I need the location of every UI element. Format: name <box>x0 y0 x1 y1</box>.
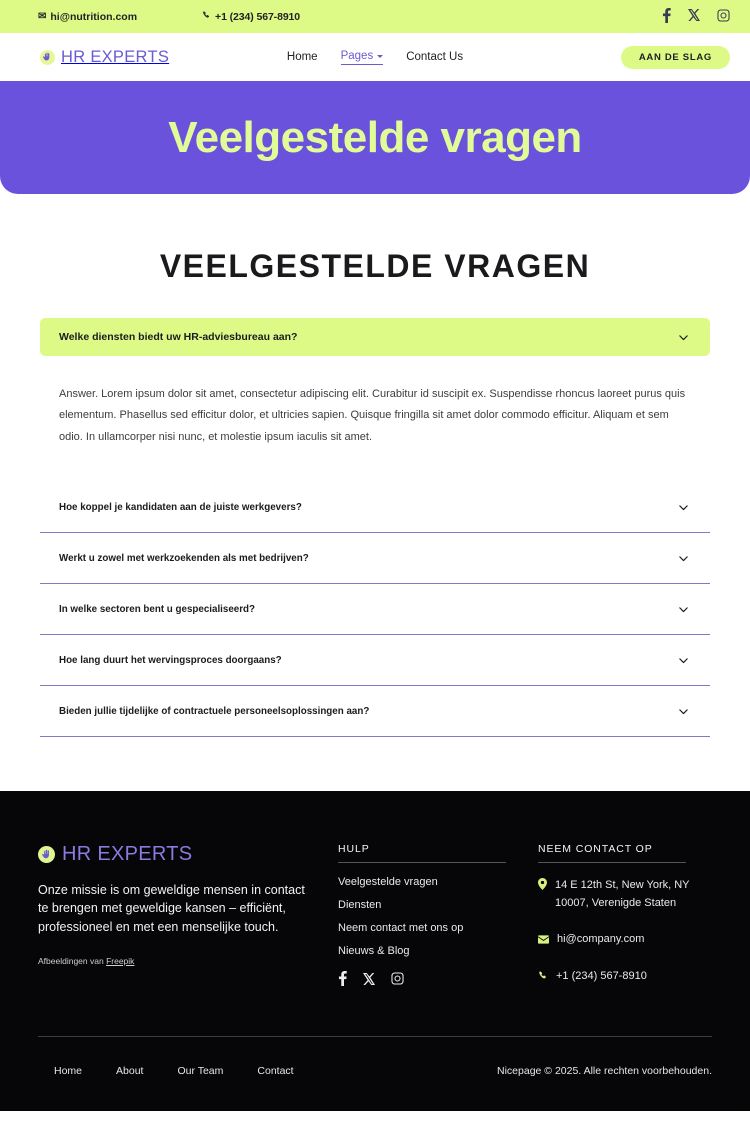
footer-bottom-bar <box>38 1037 712 1111</box>
footer-link-news-blog[interactable]: Nieuws & Blog <box>338 945 410 958</box>
x-icon[interactable] <box>688 9 700 24</box>
header-logo[interactable] <box>40 48 169 67</box>
footer-contact-heading: NEEM CONTACT OP <box>538 843 653 856</box>
topbar-phone-text: +1 (234) 567-8910 <box>215 10 301 23</box>
footer-nav-contact[interactable]: Contact <box>257 1064 294 1077</box>
footer-address <box>538 876 712 912</box>
faq-main-content <box>0 194 750 791</box>
faq-item-row[interactable] <box>40 482 710 533</box>
faq-item-row[interactable] <box>40 584 710 635</box>
nav-item-pages[interactable] <box>341 50 384 65</box>
mail-icon: ✉ <box>38 10 47 22</box>
header-brand-name: HR EXPERTS <box>61 47 170 66</box>
topbar-email-text: hi@nutrition.com <box>50 10 138 23</box>
footer-email[interactable] <box>538 930 712 950</box>
instagram-icon[interactable] <box>391 972 404 990</box>
footer-copyright: Nicepage © 2025. Alle rechten voorbehouden. <box>497 1064 712 1077</box>
nav-item-pages-label: Pages <box>340 49 374 62</box>
chevron-down-icon <box>677 705 690 718</box>
faq-question: Hoe lang duurt het wervingsproces doorgaans? <box>59 654 282 666</box>
faq-item-open-header[interactable] <box>40 318 710 356</box>
footer-link-services[interactable]: Diensten <box>338 899 382 912</box>
nav-item-home[interactable]: Home <box>286 51 318 63</box>
faq-item-row[interactable] <box>40 686 710 737</box>
footer-nav-about[interactable]: About <box>116 1064 144 1077</box>
freepik-link[interactable]: Freepik <box>106 955 135 966</box>
faq-question: Bieden jullie tijdelijke of contractuele personeelsoplossingen aan? <box>59 705 370 717</box>
chevron-down-icon <box>677 501 690 514</box>
page-title: VEELGESTELDE VRAGEN <box>159 248 591 284</box>
site-footer <box>0 791 750 1111</box>
top-contact-bar <box>0 0 750 33</box>
faq-question: Werkt u zowel met werkzoekenden als met bedrijven? <box>59 552 309 564</box>
footer-contact-divider <box>538 862 686 863</box>
faq-collapsed-list <box>40 482 710 737</box>
footer-nav-home[interactable]: Home <box>54 1064 83 1077</box>
faq-item-row[interactable] <box>40 635 710 686</box>
x-icon[interactable] <box>363 972 375 990</box>
main-bottom-spacer <box>40 737 710 791</box>
footer-contact-column <box>538 843 712 1004</box>
footer-address-text: 14 E 12th St, New York, NY 10007, Verenigde Staten <box>555 879 690 910</box>
chevron-down-icon <box>677 603 690 616</box>
facebook-icon[interactable] <box>662 8 671 26</box>
footer-brand-name: HR EXPERTS <box>62 843 193 866</box>
chevron-down-icon <box>677 654 690 667</box>
footer-columns <box>38 843 712 1004</box>
footer-bottom-nav <box>54 1065 294 1077</box>
footer-phone-text: +1 (234) 567-8910 <box>556 969 647 982</box>
footer-nav-our-team[interactable]: Our Team <box>177 1064 224 1077</box>
page-hero-banner <box>0 81 750 194</box>
topbar-phone[interactable] <box>202 11 300 23</box>
hero-title: Veelgestelde vragen <box>168 112 582 162</box>
chevron-down-icon <box>677 331 690 344</box>
footer-brand-column <box>38 843 338 965</box>
footer-image-credit <box>38 956 338 966</box>
phone-icon <box>538 969 548 987</box>
footer-link-faq[interactable]: Veelgestelde vragen <box>338 876 438 889</box>
topbar-email[interactable] <box>38 11 137 23</box>
footer-link-contact[interactable]: Neem contact met ons op <box>338 922 464 935</box>
footer-email-text: hi@company.com <box>557 932 645 945</box>
logo-mark-icon <box>40 50 55 65</box>
footer-social-links <box>338 971 538 991</box>
footer-logo[interactable] <box>38 843 338 866</box>
faq-question: In welke sectoren bent u gespecialiseerd? <box>59 603 256 615</box>
chevron-down-icon <box>677 552 690 565</box>
get-started-button[interactable]: AAN DE SLAG <box>621 46 730 69</box>
facebook-icon[interactable] <box>338 971 347 991</box>
footer-phone[interactable] <box>538 967 712 987</box>
footer-mission-text: Onze missie is om geweldige mensen in contact te brengen met geweldige kansen – efficiënt, professioneel en met een menselijke touch. <box>38 883 305 934</box>
nav-item-contact-us[interactable]: Contact Us <box>406 51 464 63</box>
faq-open-question: Welke diensten biedt uw HR-adviesbureau aan? <box>59 331 298 343</box>
chevron-down-icon <box>377 55 383 58</box>
site-header <box>0 33 750 81</box>
footer-credit-prefix: Afbeeldingen van <box>38 955 107 966</box>
logo-mark-icon <box>38 846 55 863</box>
faq-question: Hoe koppel je kandidaten aan de juiste werkgevers? <box>59 501 302 513</box>
faq-item-row[interactable] <box>40 533 710 584</box>
mail-icon <box>538 932 549 950</box>
phone-icon <box>202 11 211 23</box>
instagram-icon[interactable] <box>717 9 730 25</box>
faq-open-answer: Answer. Lorem ipsum dolor sit amet, consectetur adipiscing elit. Curabitur id suscipit ex. Suspendisse rhoncus laoreet purus quis elementum. Phasellus sed efficitur dolor, et ultricies sapien. Quisque fringilla sit amet dolor commodo efficitur. Aliquam et sem odio. In ullamcorper nisi nunc, et molestie ipsum iaculis sit amet. <box>59 388 686 443</box>
footer-help-divider <box>338 862 506 863</box>
location-pin-icon <box>538 878 547 896</box>
header-cta-wrapper <box>621 46 730 69</box>
footer-help-column <box>338 843 538 991</box>
topbar-social-links <box>662 8 730 26</box>
footer-help-heading: HULP <box>338 843 370 856</box>
